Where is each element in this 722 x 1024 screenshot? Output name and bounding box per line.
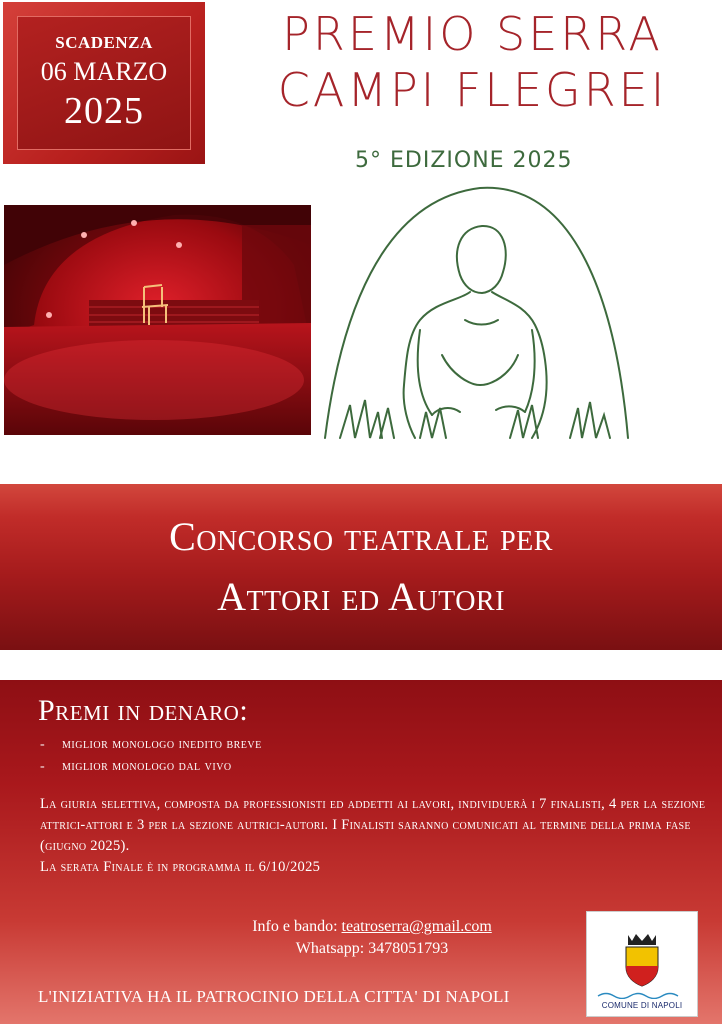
deadline-box — [3, 2, 205, 164]
edition-label: 5° EDIZIONE 2025 — [355, 148, 573, 173]
deadline-inner — [17, 16, 191, 150]
prize-list — [40, 734, 262, 778]
jury-paragraph: La giuria selettiva, composta da professionisti ed addetti ai lavori, individuerà i 7 finalisti, 4 per la sezione attrici-attori e 3 per la sezione autrici-autori. I Finalisti saranno comunicati al termine della prima fase (giugno 2025). — [40, 796, 706, 854]
banner-line-1: Concorso teatrale per — [169, 514, 553, 559]
banner-line-2: Attori ed Autori — [217, 574, 505, 619]
prizes-title: Premi in denaro: — [38, 694, 249, 727]
theatre-stage-photo — [4, 205, 311, 435]
deadline-year: 2025 — [64, 90, 144, 132]
info-prefix: Info e bando: — [252, 918, 338, 935]
details-panel — [0, 680, 722, 1024]
contact-info — [222, 916, 522, 960]
comune-napoli-logo — [586, 911, 698, 1017]
title-line-1: PREMIO SERRA — [282, 7, 663, 61]
deadline-label: SCADENZA — [55, 33, 153, 52]
prize-item-label: miglior monologo dal vivo — [62, 759, 232, 774]
poster-title — [225, 6, 720, 118]
list-item: - miglior monologo inedito breve — [40, 737, 262, 752]
title-line-2: CAMPI FLEGREI — [277, 63, 668, 117]
contest-banner — [0, 484, 722, 650]
coat-of-arms-icon — [620, 931, 664, 989]
jury-description — [40, 794, 712, 878]
wave-icon — [596, 991, 688, 999]
email-link[interactable]: teatroserra@gmail.com — [341, 918, 492, 935]
prize-item-label: miglior monologo inedito breve — [62, 737, 262, 752]
figure-line-art-logo — [320, 180, 635, 445]
final-evening-text: La serata Finale è in programma il 6/10/2025 — [40, 859, 321, 875]
list-item: - miglior monologo dal vivo — [40, 759, 232, 774]
patronage-text: L'INIZIATIVA HA IL PATROCINIO DELLA CITTA' DI NAPOLI — [38, 987, 510, 1006]
info-email-line — [222, 916, 522, 938]
whatsapp-line: Whatsapp: 3478051793 — [295, 940, 449, 957]
comune-label: COMUNE DI NAPOLI — [601, 1001, 683, 1010]
deadline-date: 06 MARZO — [40, 57, 168, 86]
